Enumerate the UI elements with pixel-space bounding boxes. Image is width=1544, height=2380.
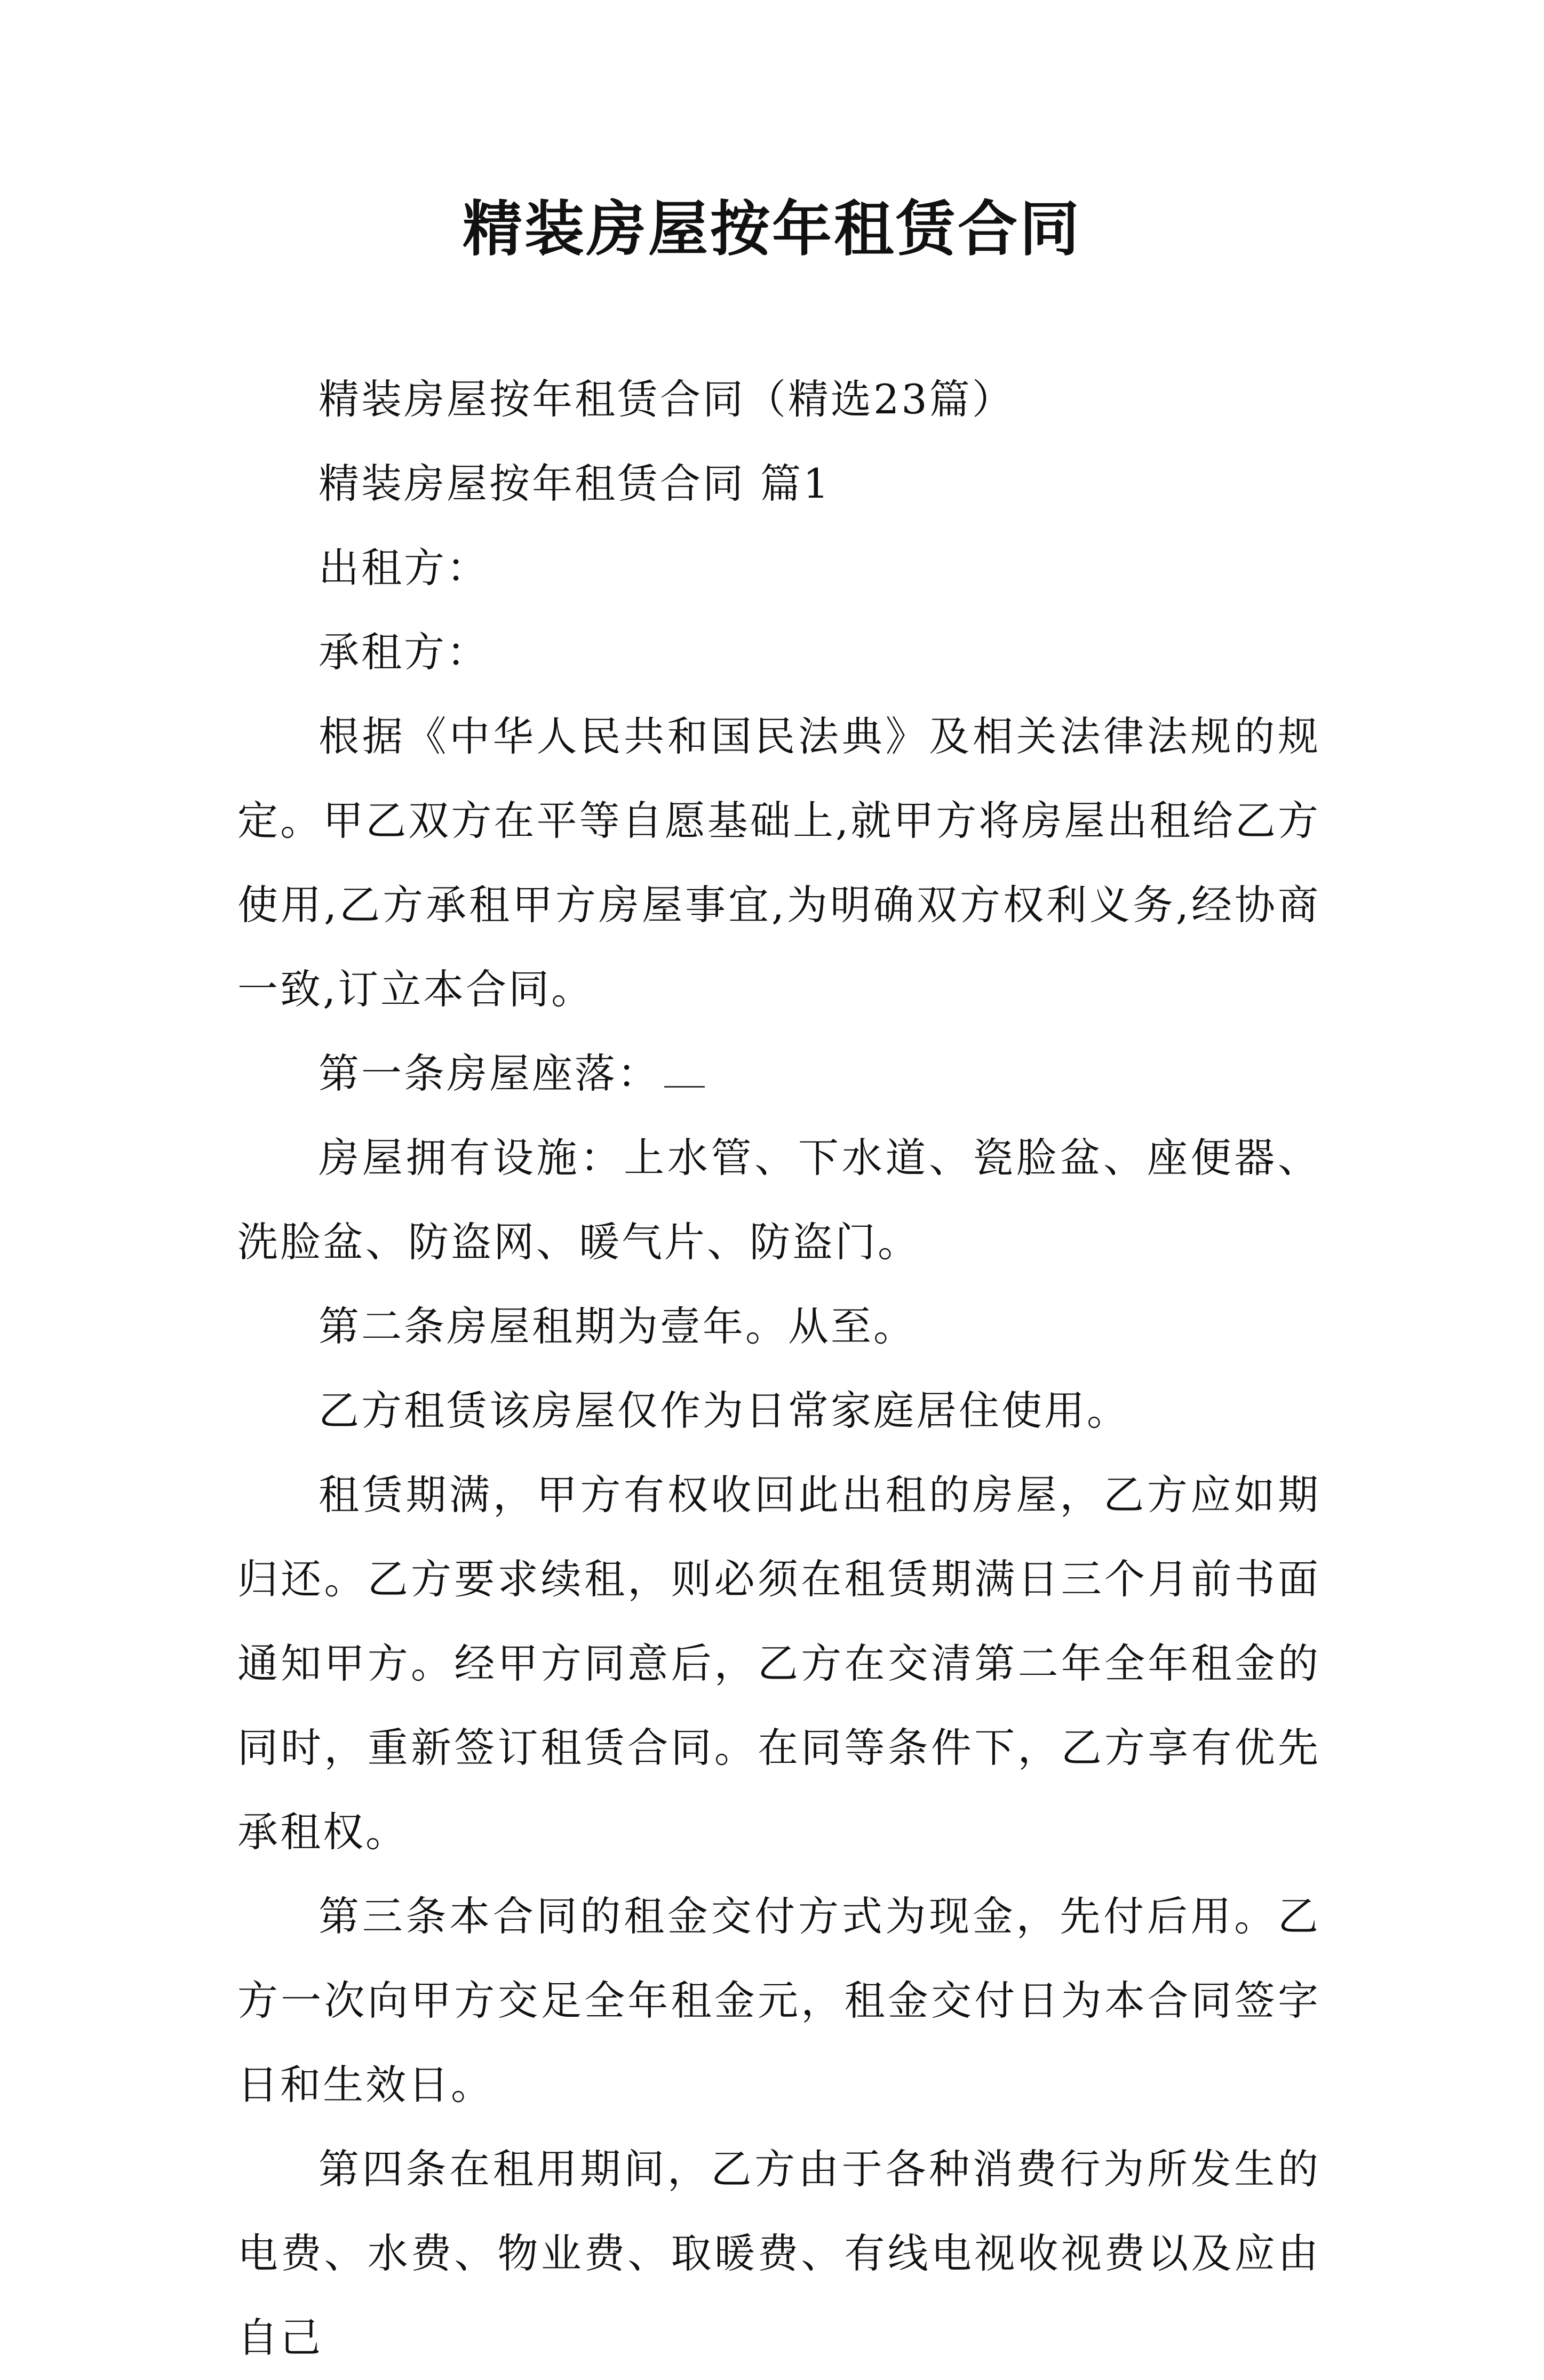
paragraph-article-1 (237, 1032, 1320, 1116)
paragraph-article-4: 第四条在租用期间，乙方由于各种消费行为所发生的电费、水费、物业费、取暖费、有线电视收视费以及应由自己 (237, 2145, 1320, 2361)
fill-in-blank (664, 1054, 705, 1088)
paragraph-lessor: 出租方： (319, 544, 489, 592)
paragraph-article-1-text: 第一条房屋座落： (319, 1050, 660, 1097)
paragraph-section-heading: 精装房屋按年租赁合同 篇1 (319, 460, 831, 507)
document-body (237, 357, 1320, 2380)
paragraph-article-3: 第三条本合同的租金交付方式为现金，先付后用。乙方一次向甲方交足全年租金元，租金交付日为本合同签字日和生效日。 (237, 1892, 1320, 2109)
paragraph-facilities: 房屋拥有设施：上水管、下水道、瓷脸盆、座便器、洗脸盆、防盗网、暖气片、防盗门。 (237, 1134, 1320, 1266)
document-title: 精装房屋按年租赁合同 (463, 194, 1081, 264)
paragraph-preamble: 根据《中华人民共和国民法典》及相关法律法规的规定。甲乙双方在平等自愿基础上,就甲方将房屋出租给乙方使用,乙方承租甲方房屋事宜,为明确双方权利义务,经协商一致,订立本合同。 (237, 713, 1320, 1013)
paragraph-lessee: 承租方： (319, 628, 489, 676)
paragraph-article-2: 第二条房屋租期为壹年。从至。 (319, 1303, 916, 1350)
paragraph-usage: 乙方租赁该房屋仅作为日常家庭居住使用。 (319, 1387, 1129, 1434)
paragraph-renewal: 租赁期满，甲方有权收回此出租的房屋，乙方应如期归还。乙方要求续租，则必须在租赁期满日三个月前书面通知甲方。经甲方同意后，乙方在交清第二年全年租金的同时，重新签订租赁合同。在同等条件下，乙方享有优先承租权。 (237, 1471, 1320, 1856)
paragraph-subtitle: 精装房屋按年租赁合同（精选23篇） (319, 376, 1015, 423)
